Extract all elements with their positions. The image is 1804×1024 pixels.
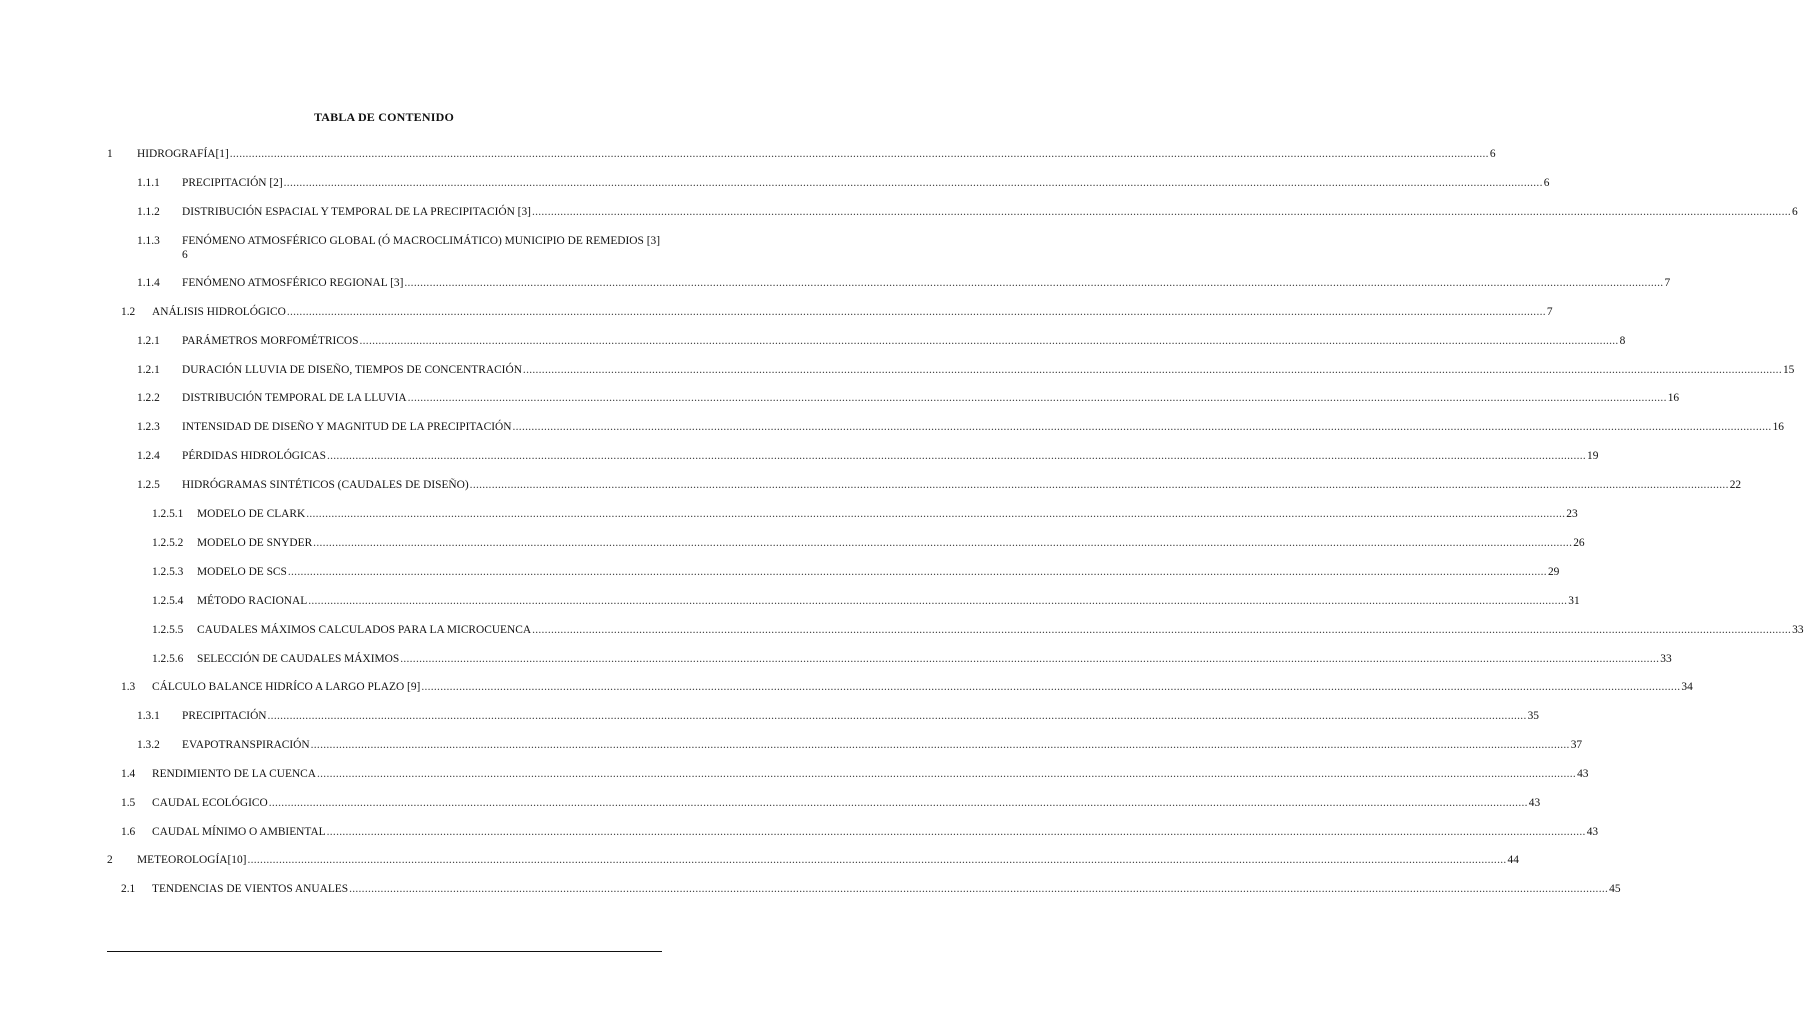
toc-entry-page: 6 xyxy=(182,249,188,261)
toc-entry-label: HIDROGRAFÍA[1] xyxy=(137,148,229,160)
toc-entry[interactable] xyxy=(152,594,1580,608)
toc-entry-label: SELECCIÓN DE CAUDALES MÁXIMOS xyxy=(197,653,400,665)
toc-entry-number: 1.2.2 xyxy=(137,392,160,404)
toc-leader-dots: ................................................................................................................................................................................................................................................................................................................................................................................................................ xyxy=(400,653,1660,665)
toc-entry-number: 1.2.5 xyxy=(137,479,160,491)
footer-rule xyxy=(107,951,662,952)
toc-entry[interactable] xyxy=(152,507,1578,521)
toc-leader-dots: ................................................................................................................................................................................................................................................................................................................................................................................................................ xyxy=(531,206,1792,218)
toc-entry-page: 29 xyxy=(1547,566,1560,578)
toc-entry[interactable] xyxy=(137,449,1599,463)
toc-entry-label: CÁLCULO BALANCE HIDRÍCO A LARGO PLAZO [9] xyxy=(152,681,421,693)
toc-leader-dots: ................................................................................................................................................................................................................................................................................................................................................................................................................ xyxy=(310,739,1570,751)
toc-title: TABLA DE CONTENIDO xyxy=(313,110,455,124)
toc-entry-number: 1.1.2 xyxy=(137,206,160,218)
toc-entry-page: 35 xyxy=(1527,710,1539,722)
toc-entry[interactable] xyxy=(137,738,1583,752)
toc-entry-number: 1 xyxy=(107,148,113,160)
toc-entry-number: 1.3 xyxy=(121,681,136,693)
toc-entry[interactable] xyxy=(152,652,1672,666)
toc-entry-page: 31 xyxy=(1568,595,1580,607)
toc-leader-dots: ................................................................................................................................................................................................................................................................................................................................................................................................................ xyxy=(326,826,1586,838)
toc-leader-dots: ................................................................................................................................................................................................................................................................................................................................................................................................................ xyxy=(359,335,1619,347)
toc-entry-number: 1.2.4 xyxy=(137,450,160,462)
toc-leader-dots: ................................................................................................................................................................................................................................................................................................................................................................................................................ xyxy=(404,277,1664,289)
toc-entry[interactable] xyxy=(137,363,1795,377)
toc-entry-page: 26 xyxy=(1573,537,1585,549)
toc-entry-number: 1.3.2 xyxy=(137,739,160,751)
toc-entry-label: TENDENCIAS DE VIENTOS ANUALES xyxy=(152,883,349,895)
toc-entry-label: EVAPOTRANSPIRACIÓN xyxy=(182,739,310,751)
toc-entry-page: 33 xyxy=(1660,653,1672,665)
toc-entry-number: 1.2 xyxy=(121,306,136,318)
toc-entry-page: 43 xyxy=(1528,797,1541,809)
toc-entry-number: 1.4 xyxy=(121,768,136,780)
toc-entry-number: 1.2.5.2 xyxy=(152,537,184,549)
toc-entry-page: 34 xyxy=(1681,681,1693,693)
toc-entry[interactable] xyxy=(152,623,1804,637)
toc-entry-page: 15 xyxy=(1782,364,1795,376)
toc-leader-dots: ................................................................................................................................................................................................................................................................................................................................................................................................................ xyxy=(286,306,1546,318)
toc-entry-number: 1.2.1 xyxy=(137,364,160,376)
toc-leader-dots: ................................................................................................................................................................................................................................................................................................................................................................................................................ xyxy=(512,421,1772,433)
toc-entry-page: 16 xyxy=(1772,421,1784,433)
toc-entry-label: DURACIÓN LLUVIA DE DISEÑO, TIEMPOS DE CONCENTRACIÓN xyxy=(182,364,522,376)
toc-entry-page: 43 xyxy=(1577,768,1589,780)
toc-entry[interactable] xyxy=(107,147,1496,161)
toc-entry-label: CAUDAL ECOLÓGICO xyxy=(152,797,268,809)
toc-entry-page: 7 xyxy=(1546,306,1553,318)
toc-entry-number: 1.2.5.4 xyxy=(152,595,184,607)
toc-entry-label: RENDIMIENTO DE LA CUENCA xyxy=(152,768,316,780)
toc-entry[interactable] xyxy=(137,176,1550,190)
toc-leader-dots: ................................................................................................................................................................................................................................................................................................................................................................................................................ xyxy=(247,854,1507,866)
toc-entry[interactable] xyxy=(137,391,1680,405)
toc-leader-dots: ................................................................................................................................................................................................................................................................................................................................................................................................................ xyxy=(349,883,1609,895)
toc-leader-dots: ................................................................................................................................................................................................................................................................................................................................................................................................................ xyxy=(287,566,1547,578)
toc-entry-number: 1.2.5.5 xyxy=(152,624,184,636)
toc-entry[interactable] xyxy=(121,882,1621,896)
toc-entry-page: 16 xyxy=(1667,392,1680,404)
toc-entry-page: 8 xyxy=(1619,335,1626,347)
toc-entry[interactable] xyxy=(121,825,1599,839)
toc-entry-number: 1.2.5.6 xyxy=(152,653,184,665)
toc-entry-page: 43 xyxy=(1586,826,1599,838)
toc-entry[interactable] xyxy=(137,276,1671,290)
toc-entry-page: 7 xyxy=(1664,277,1671,289)
toc-entry[interactable] xyxy=(152,536,1585,550)
toc-entry-page: 6 xyxy=(1792,206,1798,218)
toc-entry-number: 2 xyxy=(107,854,113,866)
toc-entry-page: 45 xyxy=(1609,883,1621,895)
toc-leader-dots: ................................................................................................................................................................................................................................................................................................................................................................................................................ xyxy=(306,508,1566,520)
toc-entry-label: MODELO DE CLARK xyxy=(197,508,306,520)
toc-leader-dots: ................................................................................................................................................................................................................................................................................................................................................................................................................ xyxy=(317,768,1577,780)
toc-entry-label: DISTRIBUCIÓN ESPACIAL Y TEMPORAL DE LA PRECIPITACIÓN [3] xyxy=(182,206,531,218)
toc-leader-dots: ................................................................................................................................................................................................................................................................................................................................................................................................................ xyxy=(283,177,1543,189)
toc-entry-label: METEOROLOGÍA[10] xyxy=(137,854,247,866)
toc-leader-dots: ................................................................................................................................................................................................................................................................................................................................................................................................................ xyxy=(229,148,1489,160)
toc-leader-dots: ................................................................................................................................................................................................................................................................................................................................................................................................................ xyxy=(407,392,1667,404)
toc-entry-page: 6 xyxy=(1489,148,1496,160)
toc-entry-label: ANÁLISIS HIDROLÓGICO xyxy=(152,306,286,318)
toc-entry-number: 1.1.4 xyxy=(137,277,160,289)
toc-entry[interactable] xyxy=(121,767,1589,781)
toc-entry-label: INTENSIDAD DE DISEÑO Y MAGNITUD DE LA PRECIPITACIÓN xyxy=(182,421,512,433)
toc-entry[interactable] xyxy=(137,420,1784,434)
toc-entry-number: 1.1.1 xyxy=(137,177,160,189)
toc-leader-dots: ................................................................................................................................................................................................................................................................................................................................................................................................................ xyxy=(268,797,1528,809)
toc-entry-label: PRECIPITACIÓN [2] xyxy=(182,177,283,189)
toc-entry-number: 1.2.5.3 xyxy=(152,566,184,578)
toc-entry-label: PRECIPITACIÓN xyxy=(182,710,267,722)
toc-entry-page: 22 xyxy=(1729,479,1742,491)
toc-entry-label: CAUDAL MÍNIMO O AMBIENTAL xyxy=(152,826,326,838)
toc-leader-dots: ................................................................................................................................................................................................................................................................................................................................................................................................................ xyxy=(267,710,1527,722)
toc-leader-dots: ................................................................................................................................................................................................................................................................................................................................................................................................................ xyxy=(522,364,1782,376)
toc-leader-dots: ................................................................................................................................................................................................................................................................................................................................................................................................................ xyxy=(326,450,1587,462)
toc-entry-page: 44 xyxy=(1507,854,1519,866)
toc-entry[interactable] xyxy=(137,709,1539,723)
toc-entry-number: 1.2.3 xyxy=(137,421,160,433)
toc-entry-number: 1.6 xyxy=(121,826,136,838)
toc-leader-dots: ................................................................................................................................................................................................................................................................................................................................................................................................................ xyxy=(313,537,1573,549)
toc-entry-label: CAUDALES MÁXIMOS CALCULADOS PARA LA MICROCUENCA xyxy=(197,624,532,636)
toc-leader-dots: ................................................................................................................................................................................................................................................................................................................................................................................................................ xyxy=(421,681,1681,693)
toc-entry-label: MÉTODO RACIONAL xyxy=(197,595,308,607)
toc-entry-number: 1.5 xyxy=(121,797,136,809)
toc-entry[interactable] xyxy=(137,234,662,262)
toc-leader-dots: ................................................................................................................................................................................................................................................................................................................................................................................................................ xyxy=(308,595,1568,607)
toc-entry-label: DISTRIBUCIÓN TEMPORAL DE LA LLUVIA xyxy=(182,392,407,404)
toc-entry-page: 19 xyxy=(1587,450,1599,462)
toc-entry[interactable] xyxy=(121,305,1553,319)
toc-leader-dots: ................................................................................................................................................................................................................................................................................................................................................................................................................ xyxy=(469,479,1729,491)
toc-entry[interactable] xyxy=(121,680,1693,694)
toc-entry-number: 2.1 xyxy=(121,883,136,895)
toc-entry-number: 1.3.1 xyxy=(137,710,160,722)
toc-entry-label: MODELO DE SCS xyxy=(197,566,287,578)
toc-entry[interactable] xyxy=(107,853,1519,867)
toc-leader-dots: ................................................................................................................................................................................................................................................................................................................................................................................................................ xyxy=(532,624,1792,636)
toc-entry-label: PÉRDIDAS HIDROLÓGICAS xyxy=(182,450,326,462)
toc-entry-number: 1.2.5.1 xyxy=(152,508,184,520)
toc-entry-page: 23 xyxy=(1566,508,1578,520)
toc-entry-number: 1.1.3 xyxy=(137,235,160,247)
toc-entry-page: 37 xyxy=(1570,739,1583,751)
toc-entry-number: 1.2.1 xyxy=(137,335,160,347)
toc-entry[interactable] xyxy=(121,796,1541,810)
toc-entry[interactable] xyxy=(137,334,1626,348)
toc-entry[interactable] xyxy=(137,205,1798,219)
toc-entry-label: FENÓMENO ATMOSFÉRICO GLOBAL (Ó MACROCLIMÁTICO) MUNICIPIO DE REMEDIOS [3] xyxy=(182,235,660,247)
toc-entry[interactable] xyxy=(137,478,1742,492)
toc-entry-label: PARÁMETROS MORFOMÉTRICOS xyxy=(182,335,359,347)
toc-entry-label: FENÓMENO ATMOSFÉRICO REGIONAL [3] xyxy=(182,277,404,289)
toc-entry-label: MODELO DE SNYDER xyxy=(197,537,313,549)
toc-entry-label: HIDRÓGRAMAS SINTÉTICOS (CAUDALES DE DISEÑO) xyxy=(182,479,469,491)
toc-entry-page: 6 xyxy=(1543,177,1550,189)
toc-entry[interactable] xyxy=(152,565,1560,579)
toc-entry-page: 33 xyxy=(1792,624,1804,636)
